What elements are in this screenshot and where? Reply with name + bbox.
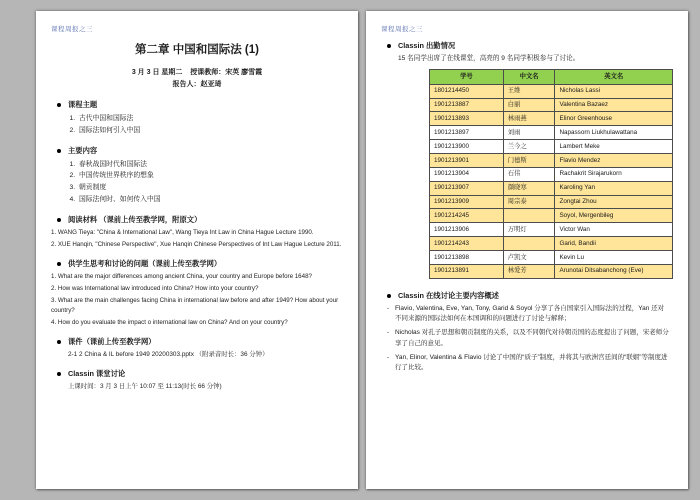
student-id-cell: 1901213904 — [430, 167, 504, 181]
student-id-cell: 1901213893 — [430, 112, 504, 126]
student-id-cell: 1901213909 — [430, 195, 504, 209]
attendance-table-row — [430, 140, 673, 154]
attendance-table-row — [430, 98, 673, 112]
summary-item-text: Yan, Elinor, Valentina & Flavio 讨论了中国的“质子”制度，并将其与欧洲宫廷间的“联姻”等制度进行了比较。 — [395, 353, 668, 372]
question-item: 2. How was International law introduced into China? How into your country? — [51, 284, 259, 292]
student-id-cell: 1901213906 — [430, 223, 504, 237]
student-en-name-cell: Flavio Mendez — [555, 154, 673, 168]
attendance-table-row — [430, 112, 673, 126]
student-id-cell: 1901213901 — [430, 154, 504, 168]
header-link-left[interactable]: 课程周报之三 — [51, 26, 93, 33]
topics-list — [77, 113, 343, 137]
content-item: 2. 中国传统世界秩序的想象 — [77, 170, 343, 182]
student-cn-name-cell: 颜晓寒 — [503, 181, 555, 195]
student-en-name-cell: Kevin Lu — [555, 251, 673, 265]
question-item: 3. What are the main challenges facing China in international law before and after 1949? How about your country? — [51, 296, 339, 314]
student-cn-name-cell: 兰今之 — [503, 140, 555, 154]
bullet-icon — [57, 262, 61, 266]
student-en-name-cell: Zongtai Zhou — [555, 195, 673, 209]
content-item: 4. 国际法何时、如何传入中国 — [77, 194, 343, 206]
topic-item: 1. 古代中国和国际法 — [77, 113, 343, 125]
content-item: 3. 朝贡制度 — [77, 182, 343, 194]
section-heading-label: 课件（课前上传至教学网） — [68, 336, 156, 346]
reporter-line: 报告人：赵亚琦 — [172, 80, 222, 88]
bullet-icon — [57, 340, 61, 344]
student-en-name-cell: Garid, Bandii — [555, 237, 673, 251]
student-cn-name-cell: 王维 — [503, 84, 555, 98]
student-id-cell: 1901214243 — [430, 237, 504, 251]
attendance-table-header-cell: 英文名 — [555, 69, 673, 84]
header-link-right[interactable]: 课程周报之三 — [381, 26, 423, 33]
student-id-cell: 1801214450 — [430, 84, 504, 98]
section-heading-label: 课程主题 — [68, 99, 98, 109]
section-heading — [381, 41, 673, 51]
readings-list — [51, 228, 343, 250]
student-cn-name-cell: 万明灯 — [503, 223, 555, 237]
attendance-table — [429, 69, 673, 279]
section-classin-discussion — [51, 369, 343, 393]
content-item: 1. 春秋战国时代和国际法 — [77, 159, 343, 171]
section-course-topics — [51, 100, 343, 137]
student-id-cell: 1901213897 — [430, 126, 504, 140]
question-item: 4. How do you evaluate the impact o international law on China? And on your country? — [51, 318, 288, 326]
student-en-name-cell: Arunotai Ditsabanchong (Eve) — [555, 264, 673, 278]
student-en-name-cell: Nicholas Lassi — [555, 84, 673, 98]
student-en-name-cell: Napassorn Liukhulawattana — [555, 126, 673, 140]
reading-item: 1. WANG Tieya: "China & International Law", Wang Tieya Int Law in China Hague Lecture 1990. — [51, 229, 314, 237]
summary-item-text: Flavio, Valentina, Eve, Yan, Tony, Garid & Soyol 分享了各自国家引入国际法的过程，Yan 还对不同来源的国际法如何在本国调和的问题进行了讨论与解释； — [395, 304, 665, 323]
section-heading-label: 阅读材料 （课前上传至教学网，附原文） — [68, 215, 202, 225]
questions-list — [51, 272, 343, 328]
reading-item: 2. XUE Hanqin, "Chinese Perspective", Xue Hanqin Chinese Perspectives of Int Law Hague Lecture 2011. — [51, 240, 342, 248]
bullet-icon — [57, 218, 61, 222]
attendance-table-row — [430, 126, 673, 140]
page-right — [366, 11, 688, 489]
attendance-table-body — [430, 84, 673, 278]
attendance-table-header-cell: 学号 — [430, 69, 504, 84]
attendance-table-header-cell: 中文名 — [503, 69, 555, 84]
student-cn-name-cell: 门德斯 — [503, 154, 555, 168]
attendance-table-header-row — [430, 69, 673, 84]
student-id-cell: 1901213907 — [430, 181, 504, 195]
student-en-name-cell: Rachakrit Sirajarukorn — [555, 167, 673, 181]
student-cn-name-cell: 白丽 — [503, 98, 555, 112]
section-main-contents — [51, 146, 343, 207]
attendance-table-row — [430, 195, 673, 209]
question-item: 1. What are the major differences among ancient China, your country and Europe before 1648? — [51, 273, 312, 281]
section-heading — [51, 215, 343, 225]
student-cn-name-cell: 卢凯文 — [503, 251, 555, 265]
student-cn-name-cell: 周宗泰 — [503, 195, 555, 209]
bullet-icon — [387, 44, 391, 48]
student-cn-name-cell: 林雨燕 — [503, 112, 555, 126]
section-heading-label: Classin 课堂讨论 — [68, 369, 126, 379]
dash-icon: - — [386, 329, 390, 337]
student-en-name-cell: Victor Wan — [555, 223, 673, 237]
summary-item-text: Nicholas 对孔子思想和朝贡制度的关系，以及不同朝代对待朝贡国的态度提出了问题，宋老师分享了自己的意见。 — [395, 329, 669, 347]
student-cn-name-cell — [503, 237, 555, 251]
page-left — [36, 11, 358, 489]
section-heading — [51, 100, 343, 110]
student-cn-name-cell: 石伟 — [503, 167, 555, 181]
bullet-icon — [57, 149, 61, 153]
main-contents-list — [77, 159, 343, 207]
student-cn-name-cell: 刘雨 — [503, 126, 555, 140]
section-heading-label: 供学生思考和讨论的问题（课前上传至教学网） — [68, 259, 222, 269]
student-id-cell: 1901213891 — [430, 264, 504, 278]
attendance-table-row — [430, 84, 673, 98]
student-id-cell: 1901213887 — [430, 98, 504, 112]
attendance-table-row — [430, 251, 673, 265]
summary-item — [381, 328, 673, 349]
bullet-icon — [387, 294, 391, 298]
date-teacher-line: 3 月 3 日 星期二 授课教师：宋英 廖雪霞 — [131, 69, 263, 76]
attendance-table-row — [430, 223, 673, 237]
student-en-name-cell: Karoling Yan — [555, 181, 673, 195]
section-heading — [51, 259, 343, 269]
attendance-note: 15 名同学出席了在线课堂，高亮的 9 名同学积极参与了讨论。 — [398, 55, 580, 62]
section-attendance — [381, 41, 673, 279]
dash-icon: - — [386, 304, 390, 312]
section-heading — [381, 291, 673, 301]
student-id-cell: 1901213900 — [430, 140, 504, 154]
bullet-icon — [57, 372, 61, 376]
student-id-cell: 1901213898 — [430, 251, 504, 265]
section-readings — [51, 215, 343, 250]
section-questions — [51, 259, 343, 328]
summary-item — [381, 353, 673, 374]
attendance-table-row — [430, 237, 673, 251]
courseware-file-line: 2-1 2 China & IL before 1949 20200303.pptx （附录音时长：36 分钟） — [68, 350, 269, 358]
bullet-icon — [57, 103, 61, 107]
section-heading-label: Classin 出勤情况 — [398, 41, 456, 50]
attendance-table-row — [430, 264, 673, 278]
attendance-table-row — [430, 181, 673, 195]
class-time-line: 上课时间：3 月 3 日上午 10:07 至 11:13(时长 66 分钟) — [68, 383, 222, 391]
student-cn-name-cell: 林爱芳 — [503, 264, 555, 278]
section-heading — [51, 146, 343, 156]
attendance-table-row — [430, 209, 673, 223]
section-heading — [51, 337, 343, 347]
section-heading — [51, 369, 343, 379]
student-en-name-cell: Elinor Greenhouse — [555, 112, 673, 126]
section-heading-label: Classin 在线讨论主要内容概述 — [398, 290, 499, 300]
topic-item: 2. 国际法如何引入中国 — [77, 125, 343, 137]
student-en-name-cell: Valentina Bazaez — [555, 98, 673, 112]
chapter-title: 第二章 中国和国际法 (1) — [135, 44, 259, 56]
dash-icon: - — [386, 353, 390, 361]
attendance-table-row — [430, 167, 673, 181]
student-en-name-cell: Lambert Meke — [555, 140, 673, 154]
summary-item — [381, 304, 673, 325]
section-courseware — [51, 337, 343, 361]
student-cn-name-cell — [503, 209, 555, 223]
student-id-cell: 1901214245 — [430, 209, 504, 223]
student-en-name-cell: Soyol, Mergenbileg — [555, 209, 673, 223]
section-discussion-summary — [381, 291, 673, 374]
section-heading-label: 主要内容 — [68, 145, 98, 155]
discussion-summary-list — [381, 304, 673, 374]
attendance-table-row — [430, 154, 673, 168]
